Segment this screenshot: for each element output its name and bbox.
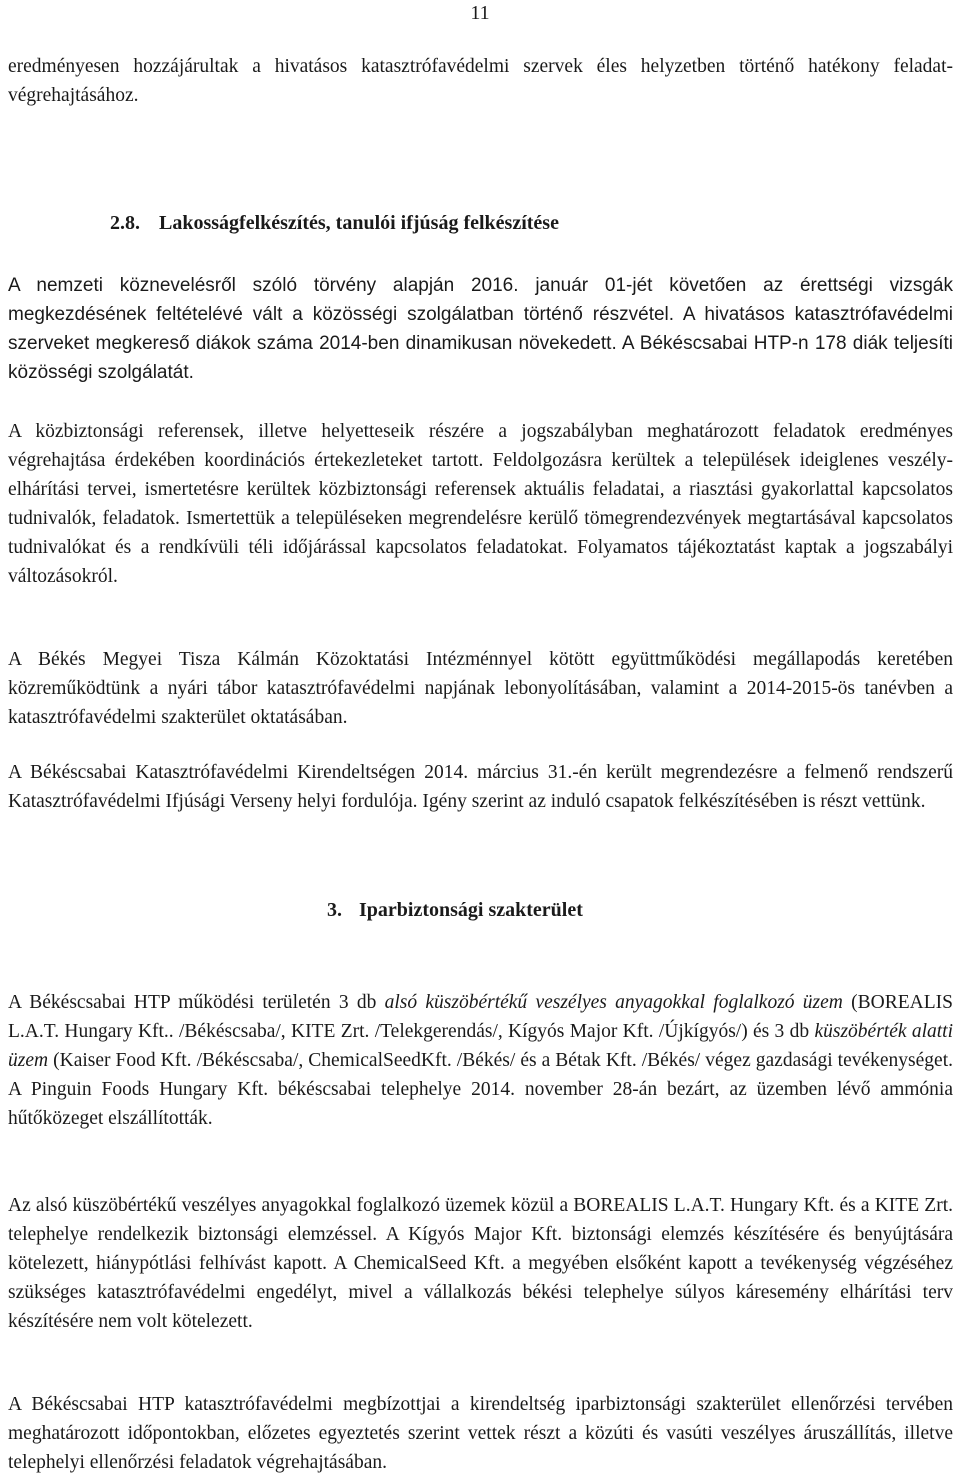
- paragraph-safety-referents: A közbiztonsági referensek, illetve helyetteseik részére a jogszabályban meghatározott feladatok eredményes végrehajtása érdekében koordinációs értekezleteket tartott. Feldolgozásra kerültek a települések ideiglenes veszély-elhárítási tervei, ismertetésre kerültek közbiztonsági referensek aktuális feladatai, a riasztási gyakorlattal kapcsolatos tudnivalók, feladatok. Ismertettük a településeken megrendelésre kerülő tömegrendezvények megtartásával kapcsolatos tudnivalókat és a rendkívüli téli időjárással kapcsolatos feladatokat. Folyamatos tájékoztatást kaptak a jogszabályi változásokról.: [8, 421, 953, 587]
- paragraph-inspections: A Békéscsabai HTP katasztrófavédelmi megbízottjai a kirendeltség iparbiztonsági szakterület ellenőrzési tervében meghatározott időpontokban, előzetes egyeztetés szerint vettek részt a közúti és vasúti veszélyes áruszállítás, illetve telephelyi ellenőrzési feladatok végrehajtásában.: [8, 1394, 953, 1473]
- section-heading-2-8: [110, 212, 960, 235]
- paragraph-plants: [8, 988, 953, 1133]
- section-number: 3.: [327, 899, 342, 921]
- paragraph-safety-analysis: Az alsó küszöbértékű veszélyes anyagokkal foglalkozó üzemek közül a BOREALIS L.A.T. Hungary Kft. és a KITE Zrt. telephelye rendelkezik biztonsági elemzéssel. A Kígyós Major Kft. biztonsági elemzés készítésére és benyújtására kötelezett, hiánypótlási felhívást kapott. A ChemicalSeed Kft. a megyében elsőként kapott a tevékenység végzéséhez szükséges katasztrófavédelmi engedélyt, mivel a vállalkozás békési telephelye súlyos káresemény elhárítási terv készítésére nem volt kötelezett.: [8, 1195, 953, 1332]
- emphasis-text: küszöbérték alatti üzem: [8, 1021, 953, 1071]
- paragraph-intro: eredményesen hozzájárultak a hivatásos katasztrófavédelmi szervek éles helyzetben történő hatékony feladat-végrehajtásához.: [8, 56, 953, 106]
- section-heading-3: [327, 899, 960, 922]
- section-number: 2.8.: [110, 212, 140, 234]
- paragraph-community-service: A nemzeti köznevelésről szóló törvény alapján 2016. január 01-jét követően az érettségi vizsgák megkezdésének feltételévé vált a közösségi szolgálatban történő részvétel. A hivatásos katasztrófavédelmi szerveket megkereső diákok száma 2014-ben dinamikusan növekedett. A Békéscsabai HTP-n 178 diák teljesíti közösségi szolgálatát.: [8, 275, 953, 383]
- paragraph-youth-competition: A Békéscsabai Katasztrófavédelmi Kirendeltségen 2014. március 31.-én került megrendezésre a felmenő rendszerű Katasztrófavédelmi Ifjúsági Verseny helyi fordulója. Igény szerint az induló csapatok felkészítésében is részt vettünk.: [8, 762, 953, 812]
- page-number: 11: [470, 2, 490, 24]
- text-run: (Kaiser Food Kft. /Békéscsaba/, ChemicalSeedKft. /Békés/ és a Bétak Kft. /Békés/ végez gazdasági tevékenységet. A Pinguin Foods Hungary Kft. békéscsabai telephelye 2014. november 28-án bezárt, az üzemben lévő ammónia hűtőközeget elszállították.: [8, 1050, 953, 1129]
- emphasis-text: alsó küszöbértékű veszélyes anyagokkal foglalkozó üzem: [384, 992, 843, 1013]
- text-run: (BOREALIS L.A.T. Hungary Kft.. /Békéscsaba/, KITE Zrt. /Telekgerendás/, Kígyós Major Kft. /Újkígyós/) és 3 db: [8, 992, 953, 1042]
- paragraph-cooperation: A Békés Megyei Tisza Kálmán Közoktatási Intézménnyel kötött együttműködési megállapodás keretében közreműködtünk a nyári tábor katasztrófavédelmi napjának lebonyolításában, valamint a 2014-2015-ös tanévben a katasztrófavédelmi szakterület oktatásában.: [8, 649, 953, 728]
- section-title: Iparbiztonsági szakterület: [359, 899, 583, 921]
- text-run: A Békéscsabai HTP működési területén 3 db: [8, 992, 385, 1013]
- section-title: Lakosságfelkészítés, tanulói ifjúság felkészítése: [159, 212, 559, 234]
